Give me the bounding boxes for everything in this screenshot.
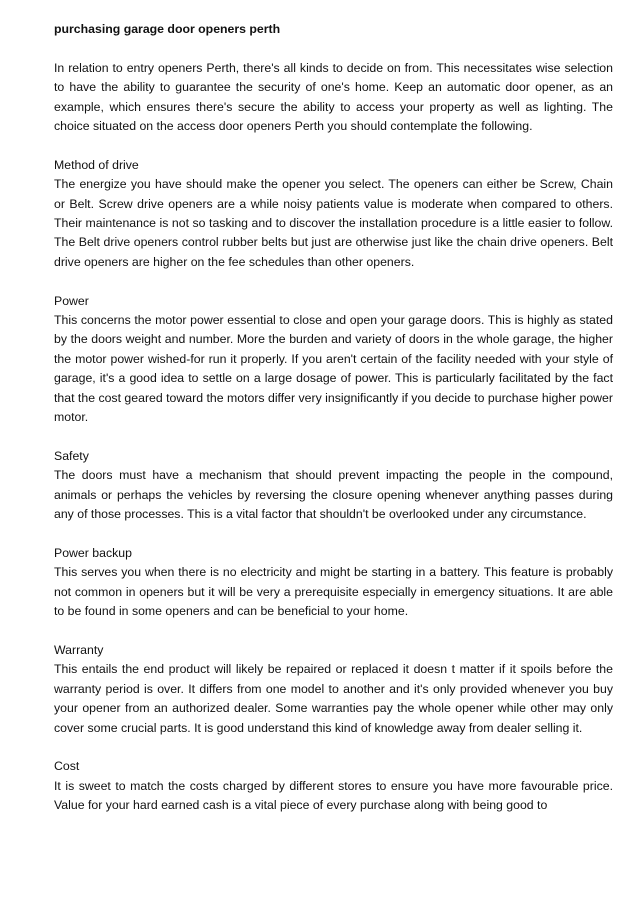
- section-heading: Power: [54, 293, 89, 308]
- section-power: [54, 292, 613, 428]
- section-cost: [54, 757, 613, 815]
- section-heading: Cost: [54, 759, 80, 774]
- section-body: It is sweet to match the costs charged by different stores to ensure you have more favourable price. Value for your hard earned cash is a vital piece of every purchase along with being good to: [54, 778, 613, 813]
- section-body: This concerns the motor power essential to close and open your garage doors. This is highly as stated by the doors weight and number. More the burden and variety of doors in the whole garage, the higher the motor power wished-for run it properly. If you aren't certain of the facility needed with your style of garage, it's a good idea to settle on a large dosage of power. This is particularly facilitated by the fact that the cost geared toward the motors differ very insignificantly if you decide to purchase higher power motor.: [54, 313, 613, 425]
- section-body: This entails the end product will likely be repaired or replaced it doesn t matter if it spoils before the warranty period is over. It differs from one model to another and it's only provided whenever you buy your opener from an authorized dealer. Some warranties pay the whole opener while other may only cover some crucial parts. It is good understand this kind of knowledge away from dealer selling it.: [54, 662, 613, 735]
- section-heading: Method of drive: [54, 157, 139, 172]
- section-body: The energize you have should make the opener you select. The openers can either be Screw, Chain or Belt. Screw drive openers are a while noisy patients value is moderate when compared to others. Their maintenance is not so tasking and to discover the installation procedure is a little easier to follow. The Belt drive openers control rubber belts but just are otherwise just like the chain drive openers. Belt drive openers are higher on the fee schedules than other openers.: [54, 177, 613, 269]
- document-title: purchasing garage door openers perth: [54, 22, 281, 36]
- section-power-backup: [54, 544, 613, 622]
- section-safety: [54, 447, 613, 525]
- section-method-of-drive: [54, 156, 613, 272]
- section-warranty: [54, 641, 613, 738]
- section-heading: Safety: [54, 448, 89, 463]
- section-heading: Power backup: [54, 545, 132, 560]
- intro-paragraph: In relation to entry openers Perth, there's all kinds to decide on from. This necessitates wise selection to have the ability to guarantee the security of one's home. Keep an automatic door opener, as an example, which ensures there's secure the ability to access your property as well as lighting. The choice situated on the access door openers Perth you should contemplate the following.: [54, 60, 613, 134]
- section-body: The doors must have a mechanism that should prevent impacting the people in the compound, animals or perhaps the vehicles by reversing the closure opening whenever anything passes during any of those processes. This is a vital factor that shouldn't be overlooked under any circumstance.: [54, 468, 613, 522]
- section-heading: Warranty: [54, 642, 104, 657]
- section-body: This serves you when there is no electricity and might be starting in a battery. This feature is probably not common in openers but it will be very a prerequisite especially in emergency situations. It are able to be found in some openers and can be beneficial to your home.: [54, 565, 613, 619]
